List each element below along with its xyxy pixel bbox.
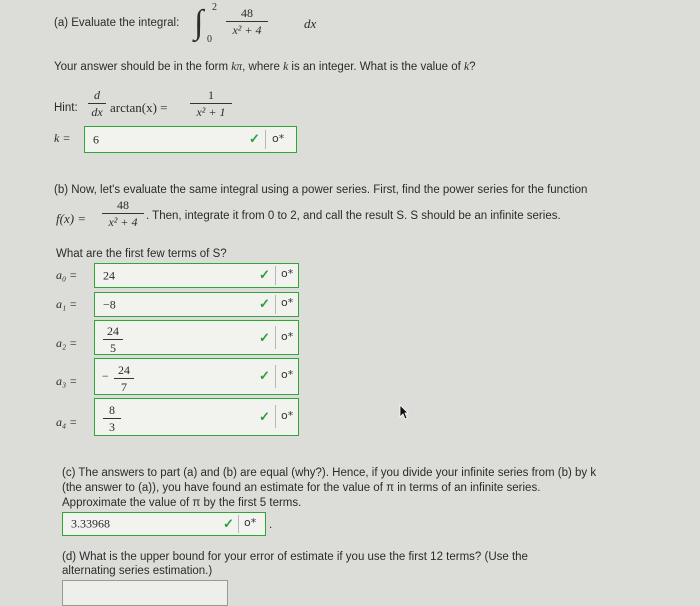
hint-fraction: 1 x² + 1 — [190, 88, 232, 119]
a4-answer-input[interactable]: 8 3 — [94, 398, 299, 436]
hint-arctan: arctan(x) = — [110, 100, 168, 115]
part-c-trailing: . — [269, 519, 273, 531]
key-icon[interactable]: o* — [281, 409, 294, 422]
part-a-prefix: (a) Evaluate the integral: — [54, 17, 180, 29]
check-icon: ✓ — [259, 296, 270, 311]
a2-answer-input[interactable]: 24 5 — [94, 320, 299, 355]
check-icon: ✓ — [259, 409, 270, 424]
hint-label: Hint: — [54, 102, 78, 114]
dx: dx — [304, 16, 317, 31]
part-d-line1: (d) What is the upper bound for your error of estimate if you use the first 12 terms? (Use the — [62, 551, 528, 563]
check-icon: ✓ — [259, 267, 270, 282]
mouse-cursor-icon — [399, 404, 409, 420]
key-icon[interactable]: o* — [281, 330, 294, 343]
key-icon[interactable]: o* — [272, 132, 285, 145]
integrand-numerator: 48 — [241, 6, 253, 20]
pi-estimate-input[interactable]: 3.33968 — [62, 512, 266, 536]
fx-fraction: 48 x² + 4 — [102, 198, 144, 229]
part-b-line1: (b) Now, let's evaluate the same integral using a power series. First, find the power series for the function — [54, 184, 588, 196]
upper-limit: 2 — [212, 2, 217, 13]
integrand-fraction — [226, 6, 268, 37]
part-c-line2: (the answer to (a)), you have found an estimate for the value of π in terms of an infinite series. — [62, 482, 541, 494]
part-c-line3: Approximate the value of π by the first 5 terms. — [62, 497, 302, 509]
a0-answer-input[interactable]: 24 — [94, 263, 299, 288]
series-question: What are the first few terms of S? — [56, 248, 227, 260]
part-a-instruction: Your answer should be in the form kπ, where k is an integer. What is the value of k? — [54, 61, 476, 73]
fx-label: f(x) = — [56, 211, 87, 226]
check-icon: ✓ — [259, 330, 270, 345]
a4-label: a₄ = — [56, 415, 78, 429]
key-icon[interactable]: o* — [281, 368, 294, 381]
part-d-line2: alternating series estimation.) — [62, 565, 213, 577]
k-answer-input[interactable]: 6 — [84, 126, 297, 153]
error-bound-input[interactable] — [62, 580, 228, 606]
integrand-denominator: x² + 4 — [232, 23, 262, 37]
integral-sign: ∫ — [194, 4, 204, 41]
k-label: k = — [54, 131, 71, 145]
key-icon[interactable]: o* — [244, 516, 257, 529]
lower-limit: 0 — [207, 34, 212, 45]
check-icon: ✓ — [223, 516, 234, 531]
check-icon: ✓ — [259, 368, 270, 383]
a0-label: a₀ = — [56, 268, 78, 282]
key-icon[interactable]: o* — [281, 296, 294, 309]
a1-label: a₁ = — [56, 297, 78, 311]
a3-label: a₃ = — [56, 374, 78, 388]
part-c-line1: (c) The answers to part (a) and (b) are equal (why?). Hence, if you divide your infinite series from (b) by k — [62, 467, 597, 479]
a3-answer-input[interactable]: − 24 7 — [94, 358, 299, 395]
a1-answer-input[interactable]: −8 — [94, 292, 299, 317]
a2-label: a₂ = — [56, 336, 78, 350]
key-icon[interactable]: o* — [281, 267, 294, 280]
check-icon: ✓ — [249, 131, 260, 146]
hint-derivative: d dx — [88, 88, 106, 119]
part-b-line2: . Then, integrate it from 0 to 2, and call the result S. S should be an infinite series. — [146, 210, 561, 222]
